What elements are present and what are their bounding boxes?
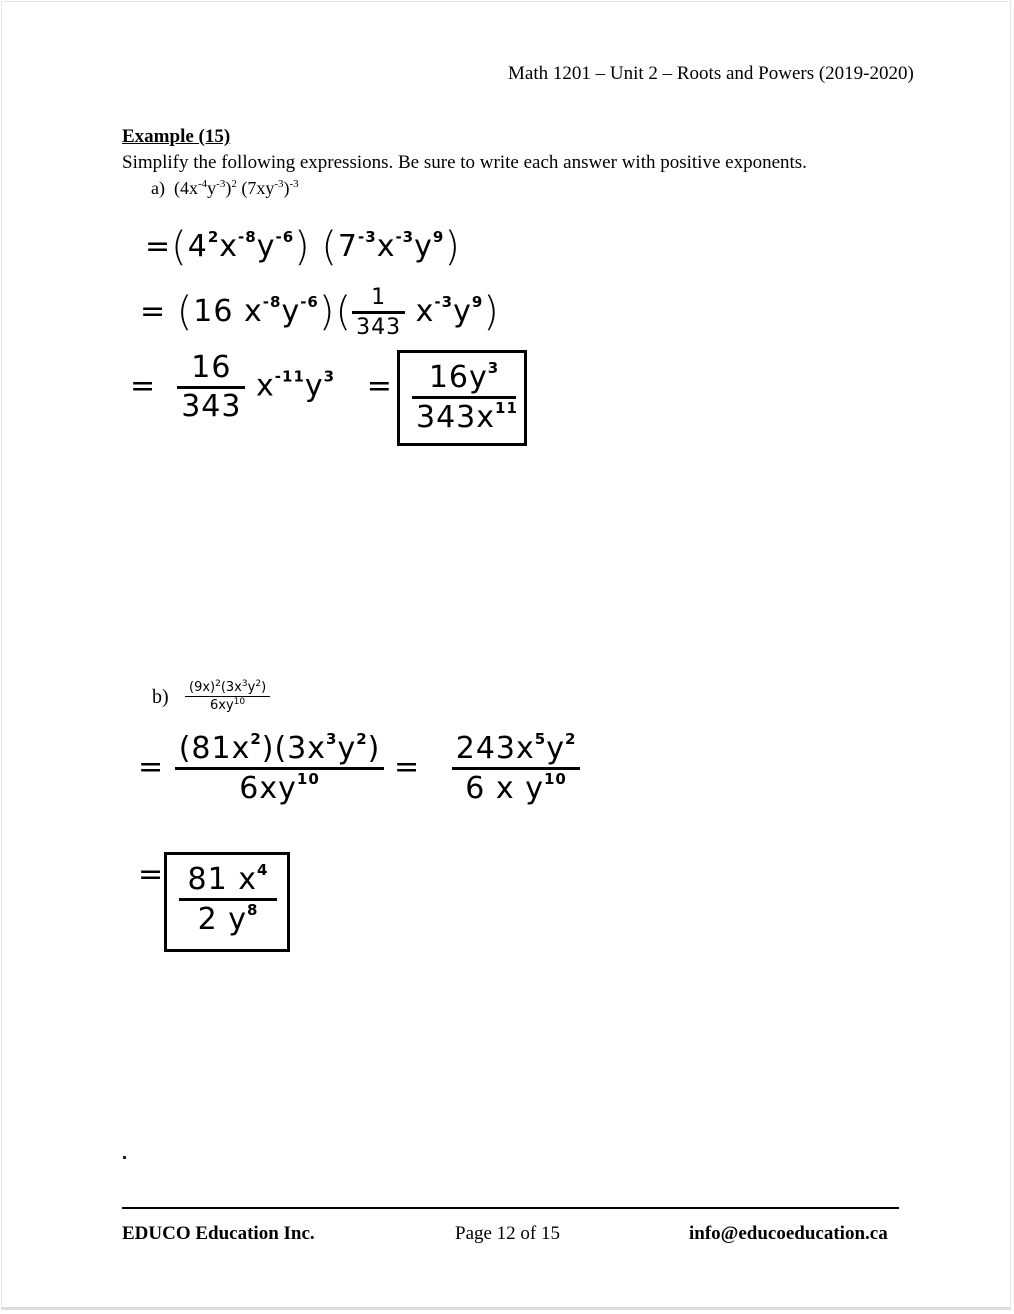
handwritten-step-a1: $=(4^2x^{-8}y^{-6})$ $(7^{-3}x^{-3}y^9)$ [145,224,461,270]
problem-a-label: a) [151,178,165,198]
handwritten-step-a3: = $\frac{16}{343}$ $x^{-11}y^3$ = [130,350,393,424]
stray-mark [123,1156,126,1159]
handwritten-step-a2: = (16 $x^{-8}y^{-6}$)( $\frac{1}{343}$ $x^{-3}y^9$) [140,285,500,341]
handwritten-step-b2: = $\frac{243x^5y^2}{6 x y^{10}}$ [394,732,580,804]
instructions: Simplify the following expressions. Be sure to write each answer with positive exponents. [122,152,807,173]
problem-b-label: b) [152,686,169,708]
handwritten-step-b1: = $\frac{(81x^2)(3x^3y^2)}{6xy^{10}}$ [138,732,384,804]
footer-divider [122,1207,899,1209]
footer-page-number: Page 12 of 15 [455,1223,561,1244]
document-page [1,1,1011,1310]
header-title: Math 1201 – Unit 2 – Roots and Powers (2019-2020) [508,63,914,84]
fraction-one-over-343: $\frac{1}{343}$ [352,286,405,339]
problem-b-expression: $\frac{(9x)^2(3x^3y^2)}{6xy^{10}}$ [185,680,270,712]
example-title: Example (15) [122,126,231,147]
fraction-16-over-343: $\frac{16}{343}$ [177,352,245,422]
answer-a-fraction: $16y^3$ $343x^{11}$ [412,361,516,433]
answer-b-fraction: 81 $x^4$ 2 $y^8$ [179,863,277,935]
footer-email: info@educoeducation.ca [689,1223,888,1244]
problem-a: a) $(4x^{-4}y^{-3})^2$ $(7xy^{-3})^{-3}$ [151,178,299,198]
answer-box-a [397,350,527,446]
footer-company: EDUCO Education Inc. [122,1223,315,1244]
handwritten-step-b3-equals: = [138,857,165,892]
fraction-b-step1: $\frac{(81x^2)(3x^3y^2)}{6xy^{10}}$ [175,732,385,804]
answer-box-b [164,852,290,952]
fraction-b-step2: $\frac{243x^5y^2}{6 x y^{10}}$ [452,732,581,804]
